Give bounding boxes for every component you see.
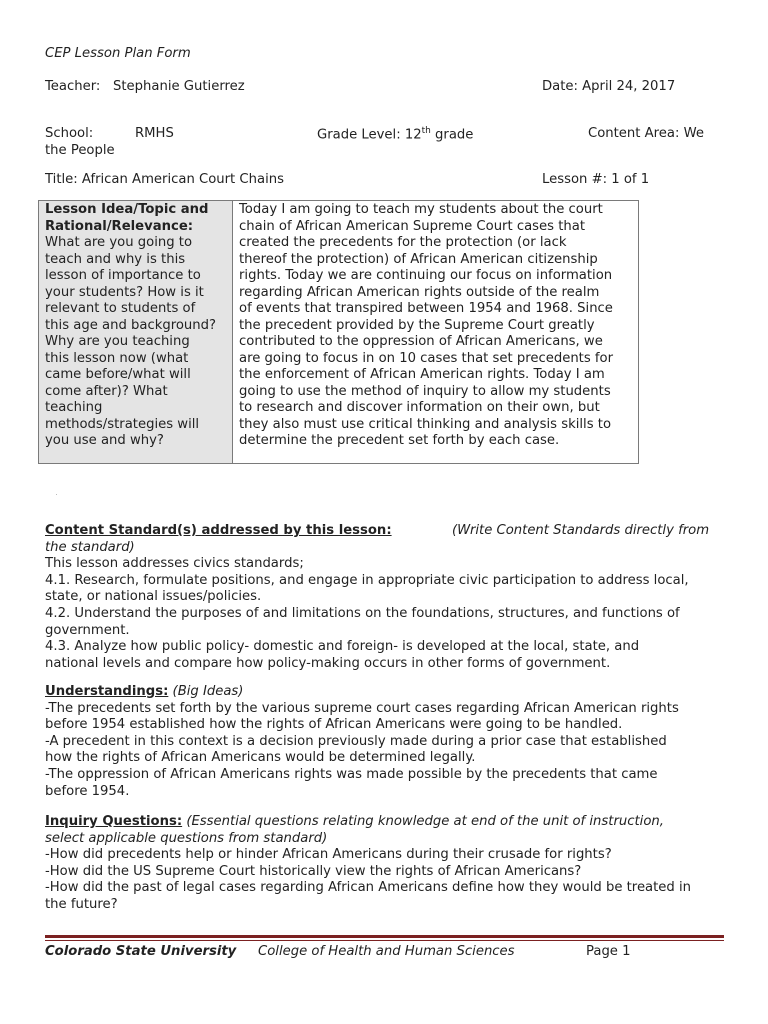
answer-line: of events that transpired between 1954 and 1968. Since — [239, 301, 613, 316]
answer-line: rights. Today we are continuing our focus on information — [239, 268, 613, 283]
standard-line: 4.3. Analyze how public policy- domestic and foreign- is developed at the local, state, and — [45, 639, 640, 655]
inquiry-line: -How did the past of legal cases regarding African Americans define how they would be treated in — [45, 880, 692, 896]
prompt-line: teach and why is this — [45, 251, 186, 267]
understandings-note: (Big Ideas) — [172, 684, 244, 699]
answer-line: they also must use critical thinking and analysis skills to — [239, 416, 612, 432]
standard-line: state, or national issues/policies. — [45, 589, 262, 605]
footer-rule-thick — [45, 935, 724, 938]
lesson-idea-prompt-cell — [39, 201, 233, 464]
lesson-idea-row — [39, 201, 639, 464]
understanding-line: -The oppression of African Americans rights was made possible by the precedents that came — [45, 766, 658, 782]
prompt-line: Why are you teaching — [45, 334, 190, 349]
content-standards-heading: Content Standard(s) addressed by this lesson: — [45, 523, 392, 538]
footer-rule-thin — [45, 940, 724, 941]
prompt-line: this lesson now (what — [45, 350, 189, 366]
answer-line: created the precedents for the protection (or lack — [239, 235, 567, 250]
grade-level — [317, 126, 473, 142]
standard-line: 4.1. Research, formulate positions, and engage in appropriate civic participation to address local, — [45, 572, 689, 588]
school-value: RMHS — [135, 126, 174, 141]
lesson-idea-heading-2: Rational/Relevance: — [45, 218, 194, 234]
answer-line: thereof the protection) of African American citizenship — [239, 251, 598, 267]
inquiry-line: -How did the US Supreme Court historically view the rights of African Americans? — [45, 863, 582, 879]
understandings-section — [45, 684, 725, 800]
lesson-title: Title: African American Court Chains — [45, 172, 284, 187]
grade-level-sup: th — [421, 126, 431, 136]
inquiry-questions-note: (Essential questions relating knowledge at end of the unit of instruction, — [186, 814, 664, 829]
lesson-number: Lesson #: 1 of 1 — [542, 172, 650, 187]
prompt-line: methods/strategies will — [45, 416, 200, 432]
prompt-line: teaching — [45, 400, 103, 415]
understanding-line: -A precedent in this context is a decision previously made during a prior case that established — [45, 733, 667, 749]
understanding-line: how the rights of African Americans would be determined legally. — [45, 750, 476, 766]
lesson-date: Date: April 24, 2017 — [542, 79, 676, 94]
prompt-line: come after)? What — [45, 383, 168, 399]
answer-line: Today I am going to teach my students about the court — [239, 202, 603, 217]
stray-mark — [56, 494, 57, 495]
standard-line: 4.2. Understand the purposes of and limitations on the foundations, structures, and functions of — [45, 605, 680, 621]
answer-line: determine the precedent set forth by each case. — [239, 433, 560, 448]
prompt-line: came before/what will — [45, 367, 191, 382]
understanding-line: -The precedents set forth by the various supreme court cases regarding African American rights — [45, 700, 679, 716]
footer-college: College of Health and Human Sciences — [258, 944, 515, 959]
content-standards-section — [45, 523, 725, 672]
prompt-line: What are you going to — [45, 235, 193, 250]
prompt-line: you use and why? — [45, 433, 164, 448]
grade-level-suffix: grade — [430, 127, 474, 143]
inquiry-line: the future? — [45, 896, 118, 912]
answer-line: contributed to the oppression of African Americans, we — [239, 334, 603, 349]
answer-line: the precedent provided by the Supreme Court greatly — [239, 317, 595, 333]
standard-line: national levels and compare how policy-making occurs in other forms of government. — [45, 655, 611, 671]
standard-line: This lesson addresses civics standards; — [45, 556, 304, 572]
understanding-line: before 1954 established how the rights of African Americans were going to be handled. — [45, 717, 623, 733]
prompt-line: relevant to students of — [45, 301, 196, 316]
inquiry-questions-heading: Inquiry Questions: — [45, 814, 183, 829]
teacher-name: Stephanie Gutierrez — [113, 79, 245, 94]
prompt-line: lesson of importance to — [45, 268, 201, 283]
footer-page-number: Page 1 — [586, 944, 631, 959]
standard-line: government. — [45, 622, 130, 638]
inquiry-line: -How did precedents help or hinder African Americans during their crusade for rights? — [45, 847, 612, 863]
understanding-line: before 1954. — [45, 783, 130, 799]
teacher-label: Teacher: — [45, 79, 101, 94]
content-area-continued: the People — [45, 143, 115, 158]
answer-line: are going to focus in on 10 cases that set precedents for — [239, 350, 614, 366]
answer-line: regarding African American rights outside of the realm — [239, 284, 600, 300]
answer-line: going to use the method of inquiry to allow my students — [239, 383, 611, 399]
prompt-line: your students? How is it — [45, 284, 204, 300]
inquiry-questions-section — [45, 814, 725, 914]
footer-university: Colorado State University — [45, 944, 237, 959]
lesson-idea-answer-cell — [233, 201, 639, 464]
understandings-heading: Understandings: — [45, 684, 169, 699]
school-label: School: — [45, 126, 94, 141]
form-title: CEP Lesson Plan Form — [45, 46, 191, 61]
answer-line: to research and discover information on their own, but — [239, 400, 600, 415]
lesson-idea-heading-1: Lesson Idea/Topic and — [45, 202, 209, 217]
lesson-idea-table — [38, 200, 639, 464]
content-area: Content Area: We — [588, 126, 705, 141]
answer-line: chain of African American Supreme Court cases that — [239, 218, 585, 234]
grade-level-label: Grade Level: 12 — [317, 127, 422, 143]
answer-line: the enforcement of African American rights. Today I am — [239, 367, 605, 382]
content-standards-note-cont: the standard) — [45, 539, 135, 555]
inquiry-questions-note-cont: select applicable questions from standard) — [45, 830, 328, 846]
prompt-line: this age and background? — [45, 317, 217, 333]
content-standards-note: (Write Content Standards directly from — [452, 523, 710, 538]
